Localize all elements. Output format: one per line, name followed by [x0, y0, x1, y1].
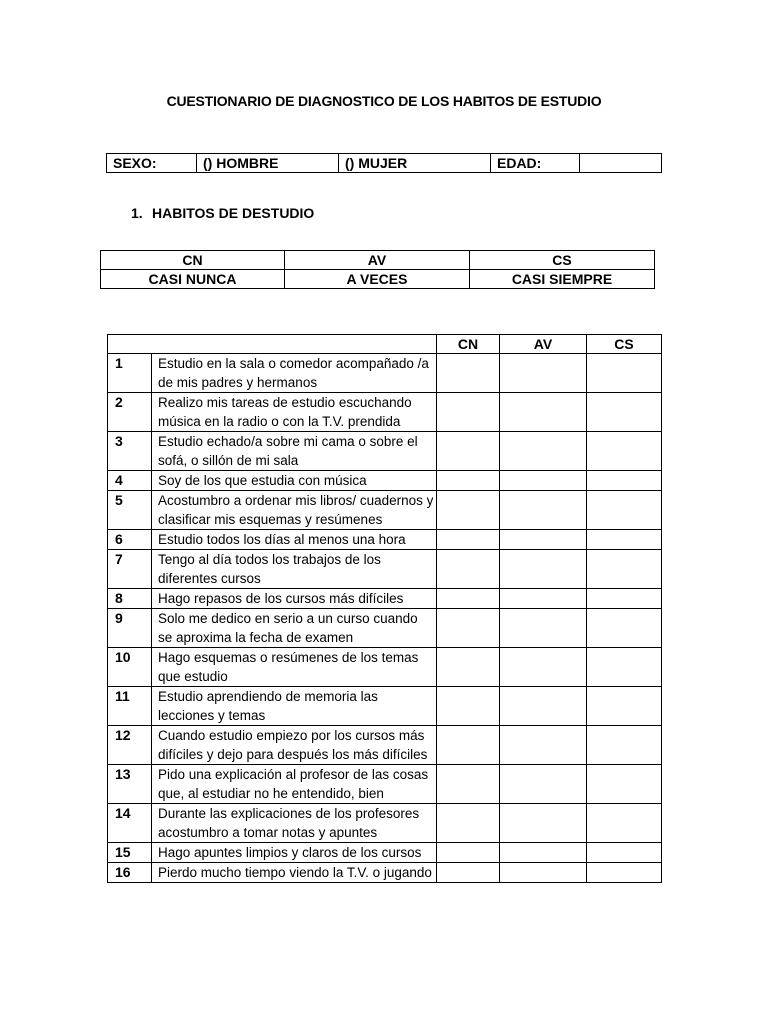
answer-cell-cn[interactable]	[437, 432, 500, 471]
answer-cell-cs[interactable]	[587, 843, 662, 863]
edad-field[interactable]	[580, 154, 662, 173]
section-title: HABITOS DE DESTUDIO	[152, 205, 315, 221]
sexo-label: SEXO:	[107, 154, 197, 173]
row-statement: Hago apuntes limpios y claros de los cursos	[152, 843, 437, 863]
answer-cell-cs[interactable]	[587, 393, 662, 432]
row-number: 11	[108, 687, 152, 726]
row-number: 16	[108, 863, 152, 883]
answer-cell-cs[interactable]	[587, 648, 662, 687]
answer-cell-av[interactable]	[500, 530, 587, 550]
legend-code-cn: CN	[101, 251, 285, 270]
document-title: CUESTIONARIO DE DIAGNOSTICO DE LOS HABITOS DE ESTUDIO	[166, 93, 602, 109]
answer-cell-cn[interactable]	[437, 471, 500, 491]
legend-code-av: AV	[285, 251, 470, 270]
answer-cell-cn[interactable]	[437, 843, 500, 863]
answer-cell-cn[interactable]	[437, 804, 500, 843]
legend-table	[100, 250, 655, 289]
row-number: 15	[108, 843, 152, 863]
answer-cell-av[interactable]	[500, 393, 587, 432]
answer-cell-av[interactable]	[500, 609, 587, 648]
answer-cell-av[interactable]	[500, 804, 587, 843]
row-number: 10	[108, 648, 152, 687]
row-statement: Soy de los que estudia con música	[152, 471, 437, 491]
table-header-row	[108, 335, 662, 354]
row-statement: Estudio aprendiendo de memoria las lecciones y temas	[152, 687, 437, 726]
answer-cell-av[interactable]	[500, 354, 587, 393]
row-statement: Estudio todos los días al menos una hora	[152, 530, 437, 550]
row-number: 8	[108, 589, 152, 609]
answer-cell-av[interactable]	[500, 491, 587, 530]
row-number: 9	[108, 609, 152, 648]
edad-label: EDAD:	[491, 154, 580, 173]
legend-meaning-cn: CASI NUNCA	[101, 270, 285, 289]
answer-cell-cs[interactable]	[587, 550, 662, 589]
answer-cell-cn[interactable]	[437, 609, 500, 648]
table-row	[108, 863, 662, 883]
answer-cell-cs[interactable]	[587, 765, 662, 804]
answer-cell-cn[interactable]	[437, 354, 500, 393]
table-row	[108, 726, 662, 765]
row-statement: Durante las explicaciones de los profesores acostumbro a tomar notas y apuntes	[152, 804, 437, 843]
table-row	[108, 609, 662, 648]
answer-cell-av[interactable]	[500, 843, 587, 863]
header-blank	[108, 335, 437, 354]
row-statement: Cuando estudio empiezo por los cursos más difíciles y dejo para después los más difíciles	[152, 726, 437, 765]
answer-cell-cn[interactable]	[437, 393, 500, 432]
legend-meaning-cs: CASI SIEMPRE	[470, 270, 655, 289]
section-number: 1.	[131, 205, 143, 221]
row-statement: Estudio en la sala o comedor acompañado /a de mis padres y hermanos	[152, 354, 437, 393]
answer-cell-cn[interactable]	[437, 491, 500, 530]
hombre-option[interactable]: () HOMBRE	[197, 154, 339, 173]
row-number: 6	[108, 530, 152, 550]
row-number: 2	[108, 393, 152, 432]
answer-cell-cs[interactable]	[587, 687, 662, 726]
table-row	[108, 491, 662, 530]
table-row	[108, 687, 662, 726]
answer-cell-av[interactable]	[500, 863, 587, 883]
habits-table	[107, 334, 662, 883]
answer-cell-cn[interactable]	[437, 530, 500, 550]
answer-cell-cn[interactable]	[437, 726, 500, 765]
mujer-option[interactable]: () MUJER	[339, 154, 491, 173]
row-number: 12	[108, 726, 152, 765]
answer-cell-av[interactable]	[500, 687, 587, 726]
row-number: 13	[108, 765, 152, 804]
answer-cell-cs[interactable]	[587, 863, 662, 883]
table-row	[108, 589, 662, 609]
row-statement: Pierdo mucho tiempo viendo la T.V. o jugando	[152, 863, 437, 883]
row-number: 3	[108, 432, 152, 471]
row-statement: Acostumbro a ordenar mis libros/ cuadernos y clasificar mis esquemas y resúmenes	[152, 491, 437, 530]
table-row	[108, 432, 662, 471]
row-statement: Pido una explicación al profesor de las cosas que, al estudiar no he entendido, bien	[152, 765, 437, 804]
answer-cell-av[interactable]	[500, 765, 587, 804]
answer-cell-cn[interactable]	[437, 550, 500, 589]
table-row	[108, 804, 662, 843]
section-heading	[131, 205, 314, 221]
row-number: 5	[108, 491, 152, 530]
answer-cell-av[interactable]	[500, 589, 587, 609]
row-statement: Tengo al día todos los trabajos de los diferentes cursos	[152, 550, 437, 589]
header-av: AV	[500, 335, 587, 354]
answer-cell-cs[interactable]	[587, 589, 662, 609]
table-row	[108, 648, 662, 687]
answer-cell-cs[interactable]	[587, 609, 662, 648]
row-number: 14	[108, 804, 152, 843]
answer-cell-av[interactable]	[500, 726, 587, 765]
table-row	[108, 843, 662, 863]
legend-code-cs: CS	[470, 251, 655, 270]
table-row	[108, 530, 662, 550]
row-number: 4	[108, 471, 152, 491]
answer-cell-cn[interactable]	[437, 687, 500, 726]
row-statement: Estudio echado/a sobre mi cama o sobre el sofá, o sillón de mi sala	[152, 432, 437, 471]
answer-cell-cn[interactable]	[437, 589, 500, 609]
answer-cell-cs[interactable]	[587, 530, 662, 550]
answer-cell-cs[interactable]	[587, 804, 662, 843]
row-number: 7	[108, 550, 152, 589]
answer-cell-cs[interactable]	[587, 726, 662, 765]
row-statement: Hago esquemas o resúmenes de los temas que estudio	[152, 648, 437, 687]
header-cs: CS	[587, 335, 662, 354]
legend-meaning-av: A VECES	[285, 270, 470, 289]
row-statement: Realizo mis tareas de estudio escuchando música en la radio o con la T.V. prendida	[152, 393, 437, 432]
answer-cell-av[interactable]	[500, 471, 587, 491]
table-row	[108, 354, 662, 393]
answer-cell-av[interactable]	[500, 432, 587, 471]
answer-cell-av[interactable]	[500, 648, 587, 687]
row-statement: Solo me dedico en serio a un curso cuando se aproxima la fecha de examen	[152, 609, 437, 648]
answer-cell-cs[interactable]	[587, 491, 662, 530]
table-row	[108, 393, 662, 432]
row-number: 1	[108, 354, 152, 393]
answer-cell-cn[interactable]	[437, 648, 500, 687]
answer-cell-cs[interactable]	[587, 354, 662, 393]
table-row	[108, 471, 662, 491]
table-row	[108, 765, 662, 804]
header-cn: CN	[437, 335, 500, 354]
answer-cell-cn[interactable]	[437, 863, 500, 883]
table-row	[108, 550, 662, 589]
answer-cell-cs[interactable]	[587, 471, 662, 491]
answer-cell-cn[interactable]	[437, 765, 500, 804]
answer-cell-av[interactable]	[500, 550, 587, 589]
row-statement: Hago repasos de los cursos más difíciles	[152, 589, 437, 609]
answer-cell-cs[interactable]	[587, 432, 662, 471]
sex-age-table	[106, 153, 662, 173]
